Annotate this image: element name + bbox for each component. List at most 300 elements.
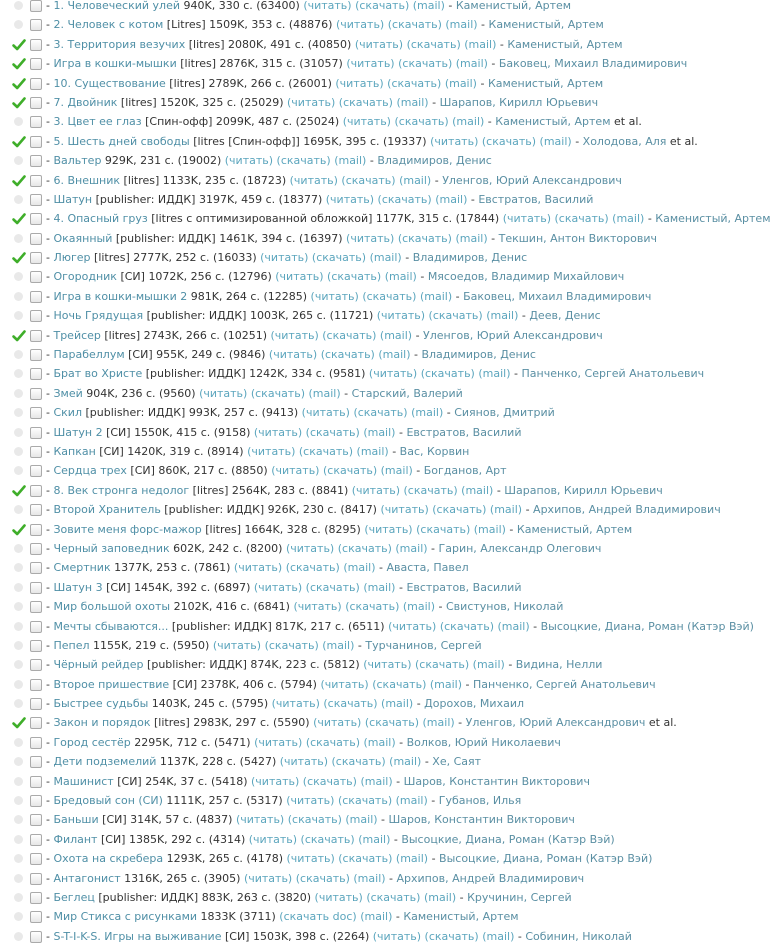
mail-link[interactable]: (mail) <box>478 367 511 381</box>
book-entry: - S-T-I-K-S. Игры на выживание [СИ] 1503K, 398 с. (2264) (читать) (скачать) (mail) - Собинин, Николай <box>46 929 632 943</box>
book-title-link[interactable]: Игра в кошки-мышки <box>53 57 177 71</box>
mail-link[interactable]: (mail) <box>356 444 389 458</box>
read-link[interactable]: (читать) <box>235 813 285 827</box>
book-title-link[interactable]: Машинист <box>53 774 114 788</box>
read-link[interactable]: (читать) <box>303 0 352 12</box>
book-title-link[interactable]: Шатун 2 <box>53 425 103 439</box>
download-link[interactable]: (скачать) <box>432 503 487 517</box>
select-checkbox[interactable] <box>30 640 42 652</box>
author-link[interactable]: Шарапов, Кирилл Юрьевич <box>439 95 599 109</box>
select-checkbox[interactable] <box>30 873 42 885</box>
select-checkbox[interactable] <box>30 0 42 12</box>
mail-link[interactable]: (mail) <box>444 76 477 90</box>
download-link[interactable]: (скачать) <box>366 890 421 904</box>
download-link[interactable]: (скачать) <box>323 697 378 711</box>
mail-link[interactable]: (mail) <box>363 425 396 439</box>
mail-link[interactable]: (mail) <box>473 522 506 536</box>
author-link[interactable]: Хе, Саят <box>432 755 482 769</box>
author-link[interactable]: Уленгов, Юрий Александрович <box>442 173 622 187</box>
mail-link[interactable]: (mail) <box>539 134 572 148</box>
download-link[interactable]: (скачать) <box>337 541 392 555</box>
read-link[interactable]: (читать) <box>335 76 384 90</box>
mail-link[interactable]: (mail) <box>360 774 393 788</box>
read-link[interactable]: (читать) <box>364 522 413 536</box>
author-link[interactable]: Гарин, Александр Олегович <box>438 541 602 555</box>
read-link[interactable]: (читать) <box>430 134 479 148</box>
mail-link[interactable]: (mail) <box>422 716 455 730</box>
mail-link[interactable]: (mail) <box>322 638 355 652</box>
author-link[interactable]: Каменистый, Артем <box>403 910 519 924</box>
mail-link[interactable]: (mail) <box>489 503 523 517</box>
select-checkbox[interactable] <box>30 756 42 768</box>
select-checkbox[interactable] <box>30 524 42 536</box>
read-link[interactable]: (читать) <box>275 270 324 284</box>
author-link[interactable]: Губанов, Илья <box>438 794 522 808</box>
select-checkbox[interactable] <box>30 446 42 458</box>
mail-link[interactable]: (mail) <box>369 251 402 265</box>
download-link[interactable]: (скачать) <box>300 832 355 846</box>
download-link[interactable]: (скачать) <box>264 638 319 652</box>
download-link[interactable]: (скачать) <box>554 212 609 226</box>
read-link[interactable]: (читать) <box>289 173 338 187</box>
select-checkbox[interactable] <box>30 252 42 264</box>
book-title-link[interactable]: Трейсер <box>53 328 101 342</box>
read-link[interactable]: (читать) <box>335 18 385 32</box>
author-link[interactable]: Высоцкие, Диана, Роман (Катэр Вэй) <box>540 619 754 633</box>
author-link[interactable]: Каменистый, Артем <box>507 37 623 51</box>
mail-link[interactable]: (mail) <box>343 561 376 575</box>
read-link[interactable]: (читать) <box>279 755 329 769</box>
download-link[interactable]: (скачать) <box>305 425 360 439</box>
book-title-link[interactable]: Дети подземелий <box>53 755 157 769</box>
mail-link[interactable]: (mail) <box>363 735 396 749</box>
book-title-link[interactable]: Закон и порядок <box>53 716 151 730</box>
download-link[interactable]: (скачать) <box>420 367 475 381</box>
select-checkbox[interactable] <box>30 717 42 729</box>
mail-link[interactable]: (mail) <box>402 600 436 614</box>
mail-link[interactable]: (mail) <box>395 541 428 555</box>
select-checkbox[interactable] <box>30 291 42 303</box>
book-title-link[interactable]: 7. Двойник <box>53 95 118 109</box>
download-link[interactable]: (скачать) <box>364 716 420 730</box>
book-title-link[interactable]: Пепел <box>53 638 90 652</box>
read-link[interactable]: (читать) <box>502 212 551 226</box>
read-link[interactable]: (читать) <box>320 677 369 691</box>
download-link[interactable]: (скачать) <box>387 76 442 90</box>
read-link[interactable]: (читать) <box>351 483 401 497</box>
read-link[interactable]: (читать) <box>380 503 429 517</box>
book-entry: - Вальтер 929K, 231 с. (19002) (читать) (скачать) (mail) - Владимиров, Денис <box>46 154 492 168</box>
mail-link[interactable]: (mail) <box>358 832 391 846</box>
read-link[interactable]: (читать) <box>247 444 296 458</box>
select-checkbox[interactable] <box>30 737 42 749</box>
book-title-link[interactable]: Второй Хранитель <box>53 503 161 517</box>
select-checkbox[interactable] <box>30 19 42 31</box>
mail-link[interactable]: (mail) <box>464 37 497 51</box>
author-link[interactable]: Каменистый, Артем <box>488 18 604 32</box>
author-link[interactable]: Холодова, Аля <box>582 134 667 148</box>
download-link[interactable]: (скачать) <box>416 522 471 536</box>
select-checkbox[interactable] <box>30 834 42 846</box>
download-link[interactable]: (скачать) <box>394 115 449 129</box>
read-link[interactable]: (читать) <box>233 561 283 575</box>
mail-link[interactable]: (mail) <box>395 852 429 866</box>
download-link[interactable]: (скачать) <box>250 386 305 400</box>
mail-link[interactable]: (mail) <box>384 270 417 284</box>
download-link[interactable]: (скачать) <box>276 154 331 168</box>
author-link[interactable]: Каменистый, Артем <box>495 115 611 129</box>
select-checkbox[interactable] <box>30 911 42 923</box>
mail-link[interactable]: (mail) <box>435 192 468 206</box>
select-checkbox[interactable] <box>30 136 42 148</box>
read-link[interactable]: (читать) <box>224 154 274 168</box>
select-checkbox[interactable] <box>30 310 42 322</box>
book-title-link[interactable]: Шатун <box>53 192 93 206</box>
select-checkbox[interactable] <box>30 543 42 555</box>
mail-link[interactable]: (mail) <box>334 154 367 168</box>
read-link[interactable]: (читать) <box>248 832 298 846</box>
author-link[interactable]: Владимиров, Денис <box>377 154 492 168</box>
author-link[interactable]: Уленгов, Юрий Александрович <box>423 328 603 342</box>
author-link[interactable]: Шаров, Константин Викторович <box>403 774 590 788</box>
read-link[interactable]: (читать) <box>368 367 418 381</box>
mail-link[interactable]: (mail) <box>497 619 530 633</box>
read-link[interactable]: (читать) <box>212 638 262 652</box>
download-link[interactable]: (скачать) <box>302 774 357 788</box>
mail-link[interactable]: (mail) <box>381 697 414 711</box>
book-title-link[interactable]: Баньши <box>53 813 99 827</box>
book-title-link[interactable]: 4. Опасный груз <box>53 212 148 226</box>
mail-link[interactable]: (mail) <box>380 464 413 478</box>
select-checkbox[interactable] <box>30 795 42 807</box>
mail-link[interactable]: (mail) <box>399 173 432 187</box>
download-link[interactable]: (скачать) <box>322 464 378 478</box>
author-link[interactable]: Владимиров, Денис <box>421 348 536 362</box>
download-link[interactable]: (скачать) <box>305 735 360 749</box>
download-link[interactable]: (скачать) <box>287 813 342 827</box>
mail-link[interactable]: (mail) <box>472 658 505 672</box>
book-title-link[interactable]: S-T-I-K-S. Игры на выживание <box>53 929 222 943</box>
select-checkbox[interactable] <box>30 271 42 283</box>
download-link[interactable]: (скачать) <box>377 192 432 206</box>
book-title-link[interactable]: 10. Существование <box>53 76 166 90</box>
read-link[interactable]: (читать) <box>260 251 309 265</box>
read-link[interactable]: (читать) <box>251 774 300 788</box>
read-link[interactable]: (читать) <box>285 541 335 555</box>
select-checkbox[interactable] <box>30 78 42 90</box>
mail-link[interactable]: (mail) <box>353 871 386 885</box>
select-checkbox[interactable] <box>30 659 42 671</box>
download-doc-link[interactable]: (скачать doc) <box>279 910 357 924</box>
list-prefix: - <box>46 735 54 749</box>
select-checkbox[interactable] <box>30 698 42 710</box>
author-link[interactable]: Каменистый, Артем <box>655 212 771 226</box>
book-title-link[interactable]: Смертник <box>53 561 111 575</box>
book-title-link[interactable]: Быстрее судьбы <box>53 697 149 711</box>
select-checkbox[interactable] <box>30 39 42 51</box>
author-link[interactable]: Собинин, Николай <box>525 929 632 943</box>
select-checkbox[interactable] <box>30 485 42 497</box>
download-link[interactable]: (скачать) <box>439 619 494 633</box>
author-link[interactable]: Сиянов, Дмитрий <box>454 406 555 420</box>
mail-link[interactable]: (mail) <box>461 483 494 497</box>
download-link[interactable]: (скачать) <box>372 677 427 691</box>
mail-link[interactable]: (mail) <box>419 289 453 303</box>
book-title-link[interactable]: Игра в кошки-мышки 2 <box>53 289 188 303</box>
select-checkbox[interactable] <box>30 465 42 477</box>
read-link[interactable]: (читать) <box>388 619 437 633</box>
read-link[interactable]: (читать) <box>271 464 320 478</box>
read-link[interactable]: (читать) <box>270 328 319 342</box>
download-link[interactable]: (скачать) <box>415 658 470 672</box>
read-link[interactable]: (читать) <box>271 697 320 711</box>
download-link[interactable]: (скачать) <box>397 231 452 245</box>
author-link[interactable]: Владимиров, Денис <box>412 251 528 265</box>
author-link[interactable]: Евстратов, Василий <box>478 192 594 206</box>
download-link[interactable]: (скачать) <box>285 561 340 575</box>
book-title-link[interactable]: Огородник <box>53 270 117 284</box>
book-title-link[interactable]: Люгер <box>53 251 91 265</box>
read-link[interactable]: (читать) <box>268 348 318 362</box>
download-link[interactable]: (скачать) <box>320 348 375 362</box>
author-extra: et al. <box>666 134 698 148</box>
read-link[interactable]: (читать) <box>372 929 422 943</box>
author-link[interactable]: Баковец, Михаил Владимирович <box>498 57 688 71</box>
book-title-link[interactable]: Зовите меня форс-мажор <box>53 522 202 536</box>
mail-link[interactable]: (mail) <box>363 580 396 594</box>
book-title-link[interactable]: Мир большой охоты <box>53 600 171 614</box>
mail-link[interactable]: (mail) <box>452 115 485 129</box>
download-link[interactable]: (скачать) <box>353 406 408 420</box>
select-checkbox[interactable] <box>30 349 42 361</box>
select-checkbox[interactable] <box>30 853 42 865</box>
author-link[interactable]: Волков, Юрий Николаевич <box>406 735 561 749</box>
read-link[interactable]: (читать) <box>325 192 375 206</box>
read-link[interactable]: (читать) <box>254 735 303 749</box>
author-link[interactable]: Видина, Нелли <box>515 658 603 672</box>
author-link[interactable]: Каменистый, Артем <box>487 76 604 90</box>
mail-link[interactable]: (mail) <box>412 0 445 12</box>
select-checkbox[interactable] <box>30 504 42 516</box>
mail-link[interactable]: (mail) <box>345 813 378 827</box>
author-link[interactable]: Свистунов, Николай <box>446 600 564 614</box>
select-checkbox[interactable] <box>30 892 42 904</box>
select-checkbox[interactable] <box>30 814 42 826</box>
book-title-link[interactable]: Охота на скребера <box>53 852 164 866</box>
select-checkbox[interactable] <box>30 194 42 206</box>
read-link[interactable]: (читать) <box>314 890 363 904</box>
author-link[interactable]: Евстратов, Василий <box>406 580 522 594</box>
book-title-link[interactable]: Антагонист <box>53 871 121 885</box>
read-link[interactable]: (читать) <box>243 871 293 885</box>
download-link[interactable]: (скачать) <box>362 289 417 303</box>
author-link[interactable]: Старский, Валерий <box>351 386 463 400</box>
read-link[interactable]: (читать) <box>301 406 350 420</box>
author-link[interactable]: Вас, Корвин <box>399 444 470 458</box>
author-link[interactable]: Мясоедов, Владимир Михайлович <box>427 270 625 284</box>
author-link[interactable]: Высоцкие, Диана, Роман (Катэр Вэй) <box>439 852 653 866</box>
mail-link[interactable]: (mail) <box>396 95 429 109</box>
download-link[interactable]: (скачать) <box>428 309 483 323</box>
select-checkbox[interactable] <box>30 582 42 594</box>
author-link[interactable]: Каменистый, Артем <box>455 0 572 12</box>
read-link[interactable]: (читать) <box>286 852 335 866</box>
author-link[interactable]: Панченко, Сергей Анатольевич <box>521 367 705 381</box>
read-link[interactable]: (читать) <box>286 794 335 808</box>
download-link[interactable]: (скачать) <box>398 57 453 71</box>
download-link[interactable]: (скачать) <box>305 580 360 594</box>
list-prefix: - <box>46 134 54 148</box>
download-link[interactable]: (скачать) <box>298 444 354 458</box>
download-link[interactable]: (скачать) <box>355 0 410 12</box>
mail-link[interactable]: (mail) <box>378 348 411 362</box>
select-checkbox[interactable] <box>30 233 42 245</box>
author-link[interactable]: Шаров, Константин Викторович <box>388 813 575 827</box>
mail-link[interactable]: (mail) <box>486 309 519 323</box>
mail-link[interactable]: (mail) <box>379 328 413 342</box>
download-link[interactable]: (скачать) <box>331 755 386 769</box>
read-link[interactable]: (читать) <box>310 289 359 303</box>
book-title-link[interactable]: Второе пришествие <box>53 677 170 691</box>
book-title-link[interactable]: Сердца трех <box>53 464 127 478</box>
author-link[interactable]: Архипов, Андрей Владимирович <box>396 871 585 885</box>
read-link[interactable]: (читать) <box>199 386 248 400</box>
book-title-link[interactable]: Брат во Христе <box>53 367 143 381</box>
download-link[interactable]: (скачать) <box>341 173 396 187</box>
mail-link[interactable]: (mail) <box>455 57 488 71</box>
book-title-link[interactable]: Капкан <box>53 444 96 458</box>
read-link[interactable]: (читать) <box>363 658 412 672</box>
download-link[interactable]: (скачать) <box>327 270 382 284</box>
select-checkbox[interactable] <box>30 776 42 788</box>
mail-link[interactable]: (mail) <box>411 406 444 420</box>
select-checkbox[interactable] <box>30 427 42 439</box>
read-link[interactable]: (читать) <box>354 37 404 51</box>
book-title-link[interactable]: 2. Человек с котом <box>53 18 164 32</box>
book-title-link[interactable]: Филант <box>53 832 98 846</box>
book-title-link[interactable]: 8. Век стронга недолог <box>53 483 190 497</box>
author-link[interactable]: Деев, Денис <box>529 309 601 323</box>
author-link[interactable]: Панченко, Сергей Анатольевич <box>473 677 656 691</box>
book-title-link[interactable]: Мечты сбываются... <box>53 619 169 633</box>
mail-link[interactable]: (mail) <box>389 755 422 769</box>
author-link[interactable]: Высоцкие, Диана, Роман (Катэр Вэй) <box>401 832 615 846</box>
download-link[interactable]: (скачать) <box>337 794 393 808</box>
read-link[interactable]: (читать) <box>287 95 336 109</box>
read-link[interactable]: (читать) <box>293 600 342 614</box>
select-checkbox[interactable] <box>30 679 42 691</box>
read-link[interactable]: (читать) <box>253 425 303 439</box>
read-link[interactable]: (читать) <box>313 716 362 730</box>
download-link[interactable]: (скачать) <box>387 18 442 32</box>
mail-link[interactable]: (mail) <box>308 386 341 400</box>
select-checkbox[interactable] <box>30 388 42 400</box>
book-title-link[interactable]: 6. Внешник <box>53 173 121 187</box>
mail-link[interactable]: (mail) <box>423 890 457 904</box>
select-checkbox[interactable] <box>30 155 42 167</box>
author-link[interactable]: Аваста, Павел <box>386 561 469 575</box>
author-link[interactable]: Турчанинов, Сергей <box>365 638 482 652</box>
mail-link[interactable]: (mail) <box>482 929 515 943</box>
book-title-link[interactable]: 1. Человеческий улей <box>53 0 180 12</box>
read-link[interactable]: (читать) <box>253 580 303 594</box>
select-checkbox[interactable] <box>30 407 42 419</box>
download-link[interactable]: (скачать) <box>481 134 537 148</box>
book-title-link[interactable]: Черный заповедник <box>53 541 170 555</box>
download-link[interactable]: (скачать) <box>403 483 458 497</box>
book-title-link[interactable]: Окаянный <box>53 231 113 245</box>
author-link[interactable]: Каменистый, Артем <box>516 522 633 536</box>
book-entry: - 3. Цвет ее глаз [Спин-офф] 2099K, 487 с. (25024) (читать) (скачать) (mail) - Каменистый, Артем et al. <box>46 115 642 129</box>
select-checkbox[interactable] <box>30 213 42 225</box>
author-link[interactable]: Текшин, Антон Викторович <box>498 231 657 245</box>
mail-link[interactable]: (mail) <box>429 677 463 691</box>
book-title-link[interactable]: 5. Шесть дней свободы <box>53 134 190 148</box>
select-checkbox[interactable] <box>30 58 42 70</box>
read-link[interactable]: (читать) <box>342 115 391 129</box>
download-link[interactable]: (скачать) <box>311 251 367 265</box>
book-title-link[interactable]: Беглец <box>53 890 95 904</box>
author-link[interactable]: Богданов, Арт <box>423 464 507 478</box>
author-link[interactable]: Архипов, Андрей Владимирович <box>533 503 721 517</box>
select-checkbox[interactable] <box>30 97 42 109</box>
select-checkbox[interactable] <box>30 116 42 128</box>
read-link[interactable]: (читать) <box>346 231 395 245</box>
book-title-link[interactable]: Мир Стикса с рисунками <box>53 910 198 924</box>
download-link[interactable]: (скачать) <box>338 95 393 109</box>
mail-link[interactable]: (mail) <box>395 794 428 808</box>
select-checkbox[interactable] <box>30 330 42 342</box>
read-link[interactable]: (читать) <box>346 57 395 71</box>
author-link[interactable]: Дорохов, Михаил <box>424 697 524 711</box>
book-title-link[interactable]: Бредовый сон (СИ) <box>53 794 163 808</box>
book-title-link[interactable]: Вальтер <box>53 154 102 168</box>
book-title-link[interactable]: Шатун 3 <box>53 580 103 594</box>
read-link[interactable]: (читать) <box>376 309 426 323</box>
author-link[interactable]: Баковец, Михаил Владимирович <box>463 289 652 303</box>
book-title-link[interactable]: Парабеллум <box>53 348 125 362</box>
book-title-link[interactable]: Город сестёр <box>53 735 131 749</box>
download-link[interactable]: (скачать) <box>345 600 400 614</box>
book-title-link[interactable]: Чёрный рейдер <box>53 658 144 672</box>
download-link[interactable]: (скачать) <box>406 37 461 51</box>
select-checkbox[interactable] <box>30 601 42 613</box>
author-link[interactable]: Евстратов, Василий <box>406 425 522 439</box>
select-checkbox[interactable] <box>30 931 42 943</box>
download-link[interactable]: (скачать) <box>424 929 479 943</box>
book-row <box>0 403 750 422</box>
author-link[interactable]: Уленгов, Юрий Александрович <box>465 716 646 730</box>
author-link[interactable]: Кручинин, Сергей <box>467 890 572 904</box>
download-link[interactable]: (скачать) <box>295 871 350 885</box>
mail-link[interactable]: (mail) <box>455 231 488 245</box>
mail-link[interactable]: (mail) <box>612 212 645 226</box>
book-title-link[interactable]: 3. Цвет ее глаз <box>53 115 142 129</box>
author-link[interactable]: Шарапов, Кирилл Юрьевич <box>504 483 663 497</box>
book-title-link[interactable]: 3. Территория везучих <box>53 37 186 51</box>
mail-link[interactable]: (mail) <box>445 18 478 32</box>
select-checkbox[interactable] <box>30 621 42 633</box>
select-checkbox[interactable] <box>30 562 42 574</box>
download-link[interactable]: (скачать) <box>338 852 393 866</box>
download-link[interactable]: (скачать) <box>322 328 377 342</box>
book-title-link[interactable]: Скил <box>53 406 82 420</box>
select-checkbox[interactable] <box>30 175 42 187</box>
select-checkbox[interactable] <box>30 368 42 380</box>
mail-link[interactable]: (mail) <box>360 910 393 924</box>
book-title-link[interactable]: Змей <box>53 386 83 400</box>
book-title-link[interactable]: Ночь Грядущая <box>53 309 144 323</box>
